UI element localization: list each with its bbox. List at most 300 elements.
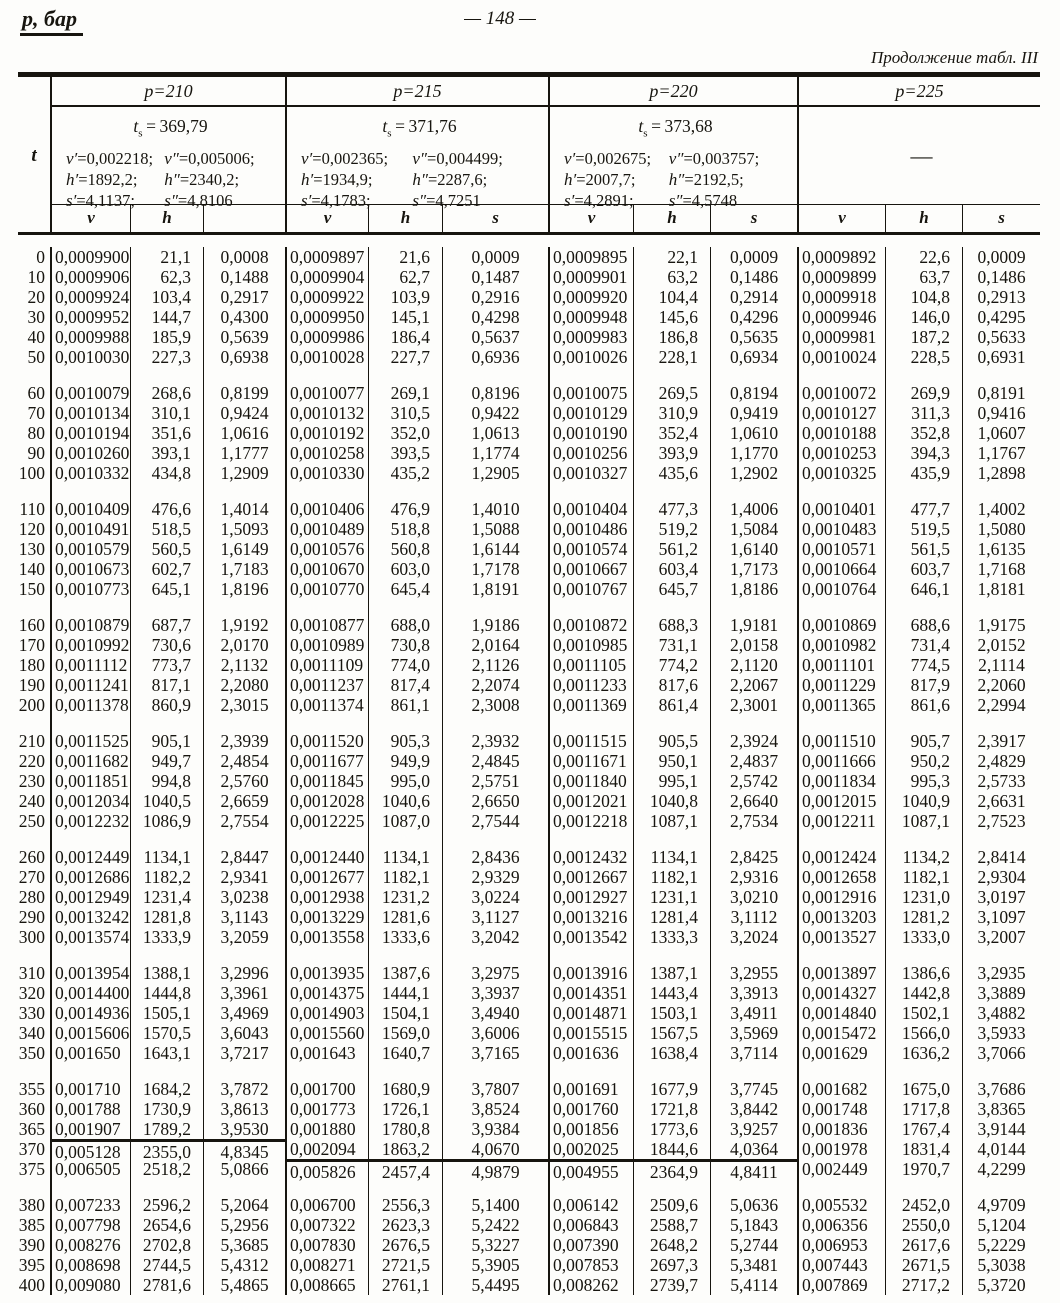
data-cell: 0,008271 bbox=[285, 1255, 368, 1275]
param-value: h′=2007,7; bbox=[564, 169, 636, 189]
param-value: h″=2287,6; bbox=[412, 169, 488, 189]
data-cell: 860,9 bbox=[130, 695, 203, 715]
data-cell: 0,007869 bbox=[797, 1275, 885, 1295]
data-cell: 0,0010030 bbox=[50, 347, 130, 367]
data-cell: 0,0010332 bbox=[50, 463, 130, 483]
t-cell: 310 bbox=[18, 963, 45, 983]
data-cell: 3,7165 bbox=[442, 1043, 548, 1063]
data-cell: 2,3939 bbox=[203, 715, 285, 751]
column-header-blank bbox=[203, 204, 285, 232]
data-cell: 0,0012677 bbox=[285, 867, 368, 887]
data-cell: 3,4940 bbox=[442, 1003, 548, 1023]
data-cell: 949,9 bbox=[368, 751, 442, 771]
data-cell: 310,5 bbox=[368, 403, 442, 423]
data-cell: 861,4 bbox=[633, 695, 710, 715]
data-cell: 0,008276 bbox=[50, 1235, 130, 1255]
table-row bbox=[18, 287, 1040, 307]
data-cell: 3,5933 bbox=[962, 1023, 1040, 1043]
data-cell: 1504,1 bbox=[368, 1003, 442, 1023]
data-cell: 561,2 bbox=[633, 539, 710, 559]
table-row bbox=[18, 247, 1040, 267]
t-cell: 400 bbox=[18, 1275, 45, 1295]
data-cell: 3,7686 bbox=[962, 1063, 1040, 1099]
data-cell: 3,0210 bbox=[710, 887, 797, 907]
table-row bbox=[18, 947, 1040, 983]
data-cell: 1502,1 bbox=[885, 1003, 962, 1023]
data-cell: 0,006505 bbox=[50, 1159, 130, 1179]
data-cell: 0,0010401 bbox=[797, 483, 885, 519]
data-cell: 3,8442 bbox=[710, 1099, 797, 1119]
data-cell: 227,3 bbox=[130, 347, 203, 367]
data-cell: 145,1 bbox=[368, 307, 442, 327]
data-cell: 3,7745 bbox=[710, 1063, 797, 1099]
t-cell: 100 bbox=[18, 463, 45, 483]
data-cell: 0,0010327 bbox=[548, 463, 633, 483]
data-cell: 0,0010670 bbox=[285, 559, 368, 579]
data-cell: 2,3008 bbox=[442, 695, 548, 715]
data-cell: 0,0014400 bbox=[50, 983, 130, 1003]
data-cell: 2556,3 bbox=[368, 1179, 442, 1215]
data-cell: 0,0009924 bbox=[50, 287, 130, 307]
data-cell: 1,4010 bbox=[442, 483, 548, 519]
data-cell: 5,4312 bbox=[203, 1255, 285, 1275]
data-cell: 949,7 bbox=[130, 751, 203, 771]
data-cell: 0,8191 bbox=[962, 367, 1040, 403]
data-cell: 0,6936 bbox=[442, 347, 548, 367]
t-cell: 330 bbox=[18, 1003, 45, 1023]
data-cell: 0,0011520 bbox=[285, 715, 368, 751]
page-corner-label: р, бар bbox=[20, 6, 83, 36]
data-cell: 1134,1 bbox=[368, 831, 442, 867]
t-cell: 90 bbox=[27, 443, 45, 463]
data-cell: 645,1 bbox=[130, 579, 203, 599]
data-cell: 1570,5 bbox=[130, 1023, 203, 1043]
data-cell: 2781,6 bbox=[130, 1275, 203, 1295]
data-cell: 0,0013542 bbox=[548, 927, 633, 947]
data-cell: 269,5 bbox=[633, 367, 710, 403]
data-cell: 0,001978 bbox=[797, 1139, 885, 1159]
data-cell: 1680,9 bbox=[368, 1063, 442, 1099]
data-cell: 1,9186 bbox=[442, 599, 548, 635]
data-cell: 5,3038 bbox=[962, 1255, 1040, 1275]
data-cell: 0,0010188 bbox=[797, 423, 885, 443]
data-cell: 0,0014375 bbox=[285, 983, 368, 1003]
t-cell: 10 bbox=[27, 267, 45, 287]
data-cell: 1281,4 bbox=[633, 907, 710, 927]
data-cell: 3,9384 bbox=[442, 1119, 548, 1139]
data-cell: 0,0011233 bbox=[548, 675, 633, 695]
data-cell: 1,0616 bbox=[203, 423, 285, 443]
data-cell: 1,8191 bbox=[442, 579, 548, 599]
data-cell: 1717,8 bbox=[885, 1099, 962, 1119]
data-cell: 0,1487 bbox=[442, 267, 548, 287]
t-cell: 355 bbox=[18, 1079, 45, 1099]
table-row bbox=[18, 1023, 1040, 1043]
data-cell: 1231,4 bbox=[130, 887, 203, 907]
data-cell: 995,3 bbox=[885, 771, 962, 791]
data-cell: 1780,8 bbox=[368, 1119, 442, 1139]
data-cell: 145,6 bbox=[633, 307, 710, 327]
table-row bbox=[18, 1063, 1040, 1099]
data-cell: 0,2916 bbox=[442, 287, 548, 307]
param-value: s′=4,1783; bbox=[301, 190, 371, 210]
data-cell: 1040,9 bbox=[885, 791, 962, 811]
data-cell: 352,0 bbox=[368, 423, 442, 443]
data-cell: 0,007853 bbox=[548, 1255, 633, 1275]
data-cell: 1831,4 bbox=[885, 1139, 962, 1159]
t-cell: 0 bbox=[36, 247, 45, 267]
data-cell: 0,005128 bbox=[50, 1139, 130, 1159]
data-cell: 1638,4 bbox=[633, 1043, 710, 1063]
data-cell: 774,5 bbox=[885, 655, 962, 675]
data-cell: 1726,1 bbox=[368, 1099, 442, 1119]
param-value: h″=2340,2; bbox=[164, 169, 240, 189]
data-cell: 0,001700 bbox=[285, 1063, 368, 1099]
data-cell: 0,0010770 bbox=[285, 579, 368, 599]
data-cell: 2744,5 bbox=[130, 1255, 203, 1275]
table-row bbox=[18, 1275, 1040, 1295]
data-cell: 0,0010483 bbox=[797, 519, 885, 539]
data-cell: 0,0012015 bbox=[797, 791, 885, 811]
data-cell: 0,0010404 bbox=[548, 483, 633, 519]
data-cell: 0,0010877 bbox=[285, 599, 368, 635]
t-cell: 130 bbox=[18, 539, 45, 559]
data-cell: 0,0010764 bbox=[797, 579, 885, 599]
data-cell: 2,3917 bbox=[962, 715, 1040, 751]
data-cell: 0,001856 bbox=[548, 1119, 633, 1139]
data-cell: 0,0013935 bbox=[285, 947, 368, 983]
data-cell: 519,2 bbox=[633, 519, 710, 539]
data-cell: 103,4 bbox=[130, 287, 203, 307]
t-cell: 170 bbox=[18, 635, 45, 655]
data-cell: 603,0 bbox=[368, 559, 442, 579]
table-row bbox=[18, 887, 1040, 907]
data-cell: 0,0010409 bbox=[50, 483, 130, 519]
data-cell: 1,1770 bbox=[710, 443, 797, 463]
data-cell: 5,0866 bbox=[203, 1159, 285, 1179]
data-cell: 1087,1 bbox=[633, 811, 710, 831]
data-cell: 2518,2 bbox=[130, 1159, 203, 1179]
table-row bbox=[18, 927, 1040, 947]
data-cell: 1,7183 bbox=[203, 559, 285, 579]
param-value: s′=4,2891; bbox=[564, 190, 634, 210]
data-cell: 0,4298 bbox=[442, 307, 548, 327]
data-cell: 3,6006 bbox=[442, 1023, 548, 1043]
data-cell: 0,008262 bbox=[548, 1275, 633, 1295]
table-row bbox=[18, 519, 1040, 539]
data-cell: 2,5751 bbox=[442, 771, 548, 791]
data-cell: 1442,8 bbox=[885, 983, 962, 1003]
table-row bbox=[18, 579, 1040, 599]
saturation-parameters bbox=[285, 107, 548, 210]
t-cell: 280 bbox=[18, 887, 45, 907]
table-row bbox=[18, 1215, 1040, 1235]
pressure-group-label: p=210 bbox=[50, 77, 285, 107]
param-value: v″=0,004499; bbox=[412, 148, 503, 168]
data-cell: 2,0170 bbox=[203, 635, 285, 655]
data-cell: 0,0013203 bbox=[797, 907, 885, 927]
data-cell: 1677,9 bbox=[633, 1063, 710, 1099]
data-cell: 0,0009904 bbox=[285, 267, 368, 287]
data-cell: 269,1 bbox=[368, 367, 442, 403]
data-cell: 731,4 bbox=[885, 635, 962, 655]
data-cell: 0,0014871 bbox=[548, 1003, 633, 1023]
data-cell: 1,0607 bbox=[962, 423, 1040, 443]
data-cell: 2717,2 bbox=[885, 1275, 962, 1295]
data-cell: 3,2059 bbox=[203, 927, 285, 947]
data-cell: 62,3 bbox=[130, 267, 203, 287]
data-cell: 1,0613 bbox=[442, 423, 548, 443]
data-cell: 518,8 bbox=[368, 519, 442, 539]
data-cell: 1844,6 bbox=[633, 1139, 710, 1159]
table-row bbox=[18, 811, 1040, 831]
data-cell: 1,7178 bbox=[442, 559, 548, 579]
data-cell: 3,8524 bbox=[442, 1099, 548, 1119]
data-cell: 4,9879 bbox=[442, 1159, 548, 1179]
data-cell: 0,0010072 bbox=[797, 367, 885, 403]
data-cell: 0,6938 bbox=[203, 347, 285, 367]
data-cell: 2364,9 bbox=[633, 1159, 710, 1179]
data-cell: 0,0011840 bbox=[548, 771, 633, 791]
param-value: v′=0,002218; bbox=[66, 148, 154, 168]
data-cell: 1134,1 bbox=[130, 831, 203, 867]
data-cell: 1,1767 bbox=[962, 443, 1040, 463]
param-line bbox=[564, 148, 787, 169]
data-cell: 561,5 bbox=[885, 539, 962, 559]
data-cell: 0,0012686 bbox=[50, 867, 130, 887]
param-line bbox=[66, 169, 275, 190]
data-cell: 2,3015 bbox=[203, 695, 285, 715]
data-cell: 0,0013574 bbox=[50, 927, 130, 947]
column-header-v: v bbox=[548, 204, 633, 232]
table-continuation-note: Продолжение табл. III bbox=[870, 48, 1038, 67]
column-header-v: v bbox=[285, 204, 368, 232]
table-row bbox=[18, 327, 1040, 347]
data-cell: 2,7544 bbox=[442, 811, 548, 831]
data-cell: 268,6 bbox=[130, 367, 203, 403]
data-cell: 2588,7 bbox=[633, 1215, 710, 1235]
table-row bbox=[18, 483, 1040, 519]
data-cell: 5,2956 bbox=[203, 1215, 285, 1235]
table-row bbox=[18, 715, 1040, 751]
t-cell: 375 bbox=[18, 1159, 45, 1179]
data-cell: 4,0670 bbox=[442, 1139, 548, 1159]
data-cell: 0,0011369 bbox=[548, 695, 633, 715]
data-cell: 3,1143 bbox=[203, 907, 285, 927]
data-cell: 144,7 bbox=[130, 307, 203, 327]
data-cell: 0,0009 bbox=[710, 247, 797, 267]
data-cell: 1281,8 bbox=[130, 907, 203, 927]
data-cell: 1444,1 bbox=[368, 983, 442, 1003]
data-cell: 1040,6 bbox=[368, 791, 442, 811]
data-cell: 817,4 bbox=[368, 675, 442, 695]
data-cell: 2,4854 bbox=[203, 751, 285, 771]
data-cell: 1767,4 bbox=[885, 1119, 962, 1139]
table-row bbox=[18, 655, 1040, 675]
param-line bbox=[301, 148, 538, 169]
data-cell: 0,006700 bbox=[285, 1179, 368, 1215]
t-cell: 70 bbox=[27, 403, 45, 423]
data-cell: 0,0010767 bbox=[548, 579, 633, 599]
data-cell: 2355,0 bbox=[130, 1139, 203, 1159]
column-header-s: s bbox=[442, 204, 548, 232]
data-cell: 311,3 bbox=[885, 403, 962, 423]
t-cell: 50 bbox=[27, 347, 45, 367]
data-cell: 0,006843 bbox=[548, 1215, 633, 1235]
data-cell: 310,1 bbox=[130, 403, 203, 423]
data-cell: 603,4 bbox=[633, 559, 710, 579]
data-cell: 1,2905 bbox=[442, 463, 548, 483]
data-cell: 2697,3 bbox=[633, 1255, 710, 1275]
data-cell: 0,0011378 bbox=[50, 695, 130, 715]
data-cell: 1566,0 bbox=[885, 1023, 962, 1043]
data-cell: 1388,1 bbox=[130, 947, 203, 983]
data-cell: 2457,4 bbox=[368, 1159, 442, 1179]
param-line bbox=[66, 148, 275, 169]
data-cell: 3,1097 bbox=[962, 907, 1040, 927]
table-row bbox=[18, 831, 1040, 867]
data-cell: 1281,6 bbox=[368, 907, 442, 927]
data-cell: 0,0010667 bbox=[548, 559, 633, 579]
data-cell: 1333,6 bbox=[368, 927, 442, 947]
data-cell: 2,4837 bbox=[710, 751, 797, 771]
data-cell: 63,7 bbox=[885, 267, 962, 287]
t-cell: 110 bbox=[19, 499, 45, 519]
data-cell: 1,4002 bbox=[962, 483, 1040, 519]
data-cell: 687,7 bbox=[130, 599, 203, 635]
t-cell: 320 bbox=[18, 983, 45, 1003]
data-cell: 0,007390 bbox=[548, 1235, 633, 1255]
data-cell: 186,8 bbox=[633, 327, 710, 347]
data-cell: 0,0012440 bbox=[285, 831, 368, 867]
data-cell: 0,0010134 bbox=[50, 403, 130, 423]
data-cell: 0,001836 bbox=[797, 1119, 885, 1139]
table-row bbox=[18, 1139, 1040, 1162]
data-cell: 1,9192 bbox=[203, 599, 285, 635]
data-cell: 2,5760 bbox=[203, 771, 285, 791]
data-cell: 393,1 bbox=[130, 443, 203, 463]
data-cell: 2550,0 bbox=[885, 1215, 962, 1235]
data-cell: 1636,2 bbox=[885, 1043, 962, 1063]
data-cell: 0,0010992 bbox=[50, 635, 130, 655]
t-cell: 240 bbox=[18, 791, 45, 811]
data-cell: 2596,2 bbox=[130, 1179, 203, 1215]
data-cell: 1863,2 bbox=[368, 1139, 442, 1159]
data-cell: 0,0015560 bbox=[285, 1023, 368, 1043]
data-cell: 0,0011229 bbox=[797, 675, 885, 695]
page-number: — 148 — bbox=[464, 8, 536, 29]
data-cell: 518,5 bbox=[130, 519, 203, 539]
data-cell: 0,007322 bbox=[285, 1215, 368, 1235]
data-cell: 0,0012938 bbox=[285, 887, 368, 907]
data-cell: 0,0009 bbox=[442, 247, 548, 267]
data-cell: 3,2007 bbox=[962, 927, 1040, 947]
t-cell: 120 bbox=[18, 519, 45, 539]
data-cell: 2739,7 bbox=[633, 1275, 710, 1295]
data-cell: 3,5969 bbox=[710, 1023, 797, 1043]
data-cell: 0,0010574 bbox=[548, 539, 633, 559]
no-saturation-dash: — bbox=[910, 143, 933, 168]
data-cell: 1773,6 bbox=[633, 1119, 710, 1139]
t-cell: 190 bbox=[18, 675, 45, 695]
data-cell: 0,001682 bbox=[797, 1063, 885, 1099]
data-cell: 0,4300 bbox=[203, 307, 285, 327]
data-cell: 0,0010491 bbox=[50, 519, 130, 539]
data-cell: 0,006356 bbox=[797, 1215, 885, 1235]
data-cell: 2,4845 bbox=[442, 751, 548, 771]
data-cell: 3,9257 bbox=[710, 1119, 797, 1139]
data-cell: 1,2909 bbox=[203, 463, 285, 483]
data-cell: 435,9 bbox=[885, 463, 962, 483]
data-cell: 2,7523 bbox=[962, 811, 1040, 831]
data-cell: 5,1843 bbox=[710, 1215, 797, 1235]
data-cell: 0,2917 bbox=[203, 287, 285, 307]
data-cell: 477,7 bbox=[885, 483, 962, 519]
t-cell: 230 bbox=[18, 771, 45, 791]
data-cell: 0,005826 bbox=[285, 1159, 368, 1179]
data-cell: 3,3889 bbox=[962, 983, 1040, 1003]
data-cell: 5,3685 bbox=[203, 1235, 285, 1255]
t-cell: 300 bbox=[18, 927, 45, 947]
data-cell: 0,0010872 bbox=[548, 599, 633, 635]
data-cell: 0,001691 bbox=[548, 1063, 633, 1099]
data-cell: 0,0011677 bbox=[285, 751, 368, 771]
data-cell: 0,0010989 bbox=[285, 635, 368, 655]
data-cell: 0,9424 bbox=[203, 403, 285, 423]
data-cell: 5,3481 bbox=[710, 1255, 797, 1275]
data-cell: 0,0010325 bbox=[797, 463, 885, 483]
data-cell: 0,0010260 bbox=[50, 443, 130, 463]
table-row bbox=[18, 1159, 1040, 1182]
t-cell: 150 bbox=[18, 579, 45, 599]
param-value: h″=2192,5; bbox=[668, 169, 744, 189]
data-cell: 0,6931 bbox=[962, 347, 1040, 367]
data-cell: 2,6640 bbox=[710, 791, 797, 811]
column-header-v: v bbox=[797, 204, 885, 232]
data-cell: 2,7554 bbox=[203, 811, 285, 831]
data-cell: 995,0 bbox=[368, 771, 442, 791]
table-row bbox=[18, 983, 1040, 1003]
data-cell: 0,0013558 bbox=[285, 927, 368, 947]
data-cell: 3,9530 bbox=[203, 1119, 285, 1139]
data-cell: 5,4495 bbox=[442, 1275, 548, 1295]
data-cell: 1970,7 bbox=[885, 1159, 962, 1179]
data-cell: 0,1486 bbox=[710, 267, 797, 287]
data-cell: 0,0013954 bbox=[50, 947, 130, 983]
data-cell: 187,2 bbox=[885, 327, 962, 347]
data-cell: 1134,1 bbox=[633, 831, 710, 867]
data-cell: 352,4 bbox=[633, 423, 710, 443]
table-row bbox=[18, 675, 1040, 695]
saturation-parameters bbox=[797, 107, 1040, 204]
data-cell: 0,0011109 bbox=[285, 655, 368, 675]
data-cell: 2,6659 bbox=[203, 791, 285, 811]
data-cell: 394,3 bbox=[885, 443, 962, 463]
data-cell: 0,0012021 bbox=[548, 791, 633, 811]
data-cell: 0,0009981 bbox=[797, 327, 885, 347]
data-cell: 0,0009895 bbox=[548, 247, 633, 267]
table-row bbox=[18, 751, 1040, 771]
t-cell: 395 bbox=[18, 1255, 45, 1275]
data-cell: 1,6140 bbox=[710, 539, 797, 559]
data-cell: 0,0012667 bbox=[548, 867, 633, 887]
data-cell: 0,0010024 bbox=[797, 347, 885, 367]
t-cell: 40 bbox=[27, 327, 45, 347]
data-cell: 0,0013916 bbox=[548, 947, 633, 983]
data-cell: 3,2042 bbox=[442, 927, 548, 947]
data-cell: 861,6 bbox=[885, 695, 962, 715]
data-cell: 227,7 bbox=[368, 347, 442, 367]
